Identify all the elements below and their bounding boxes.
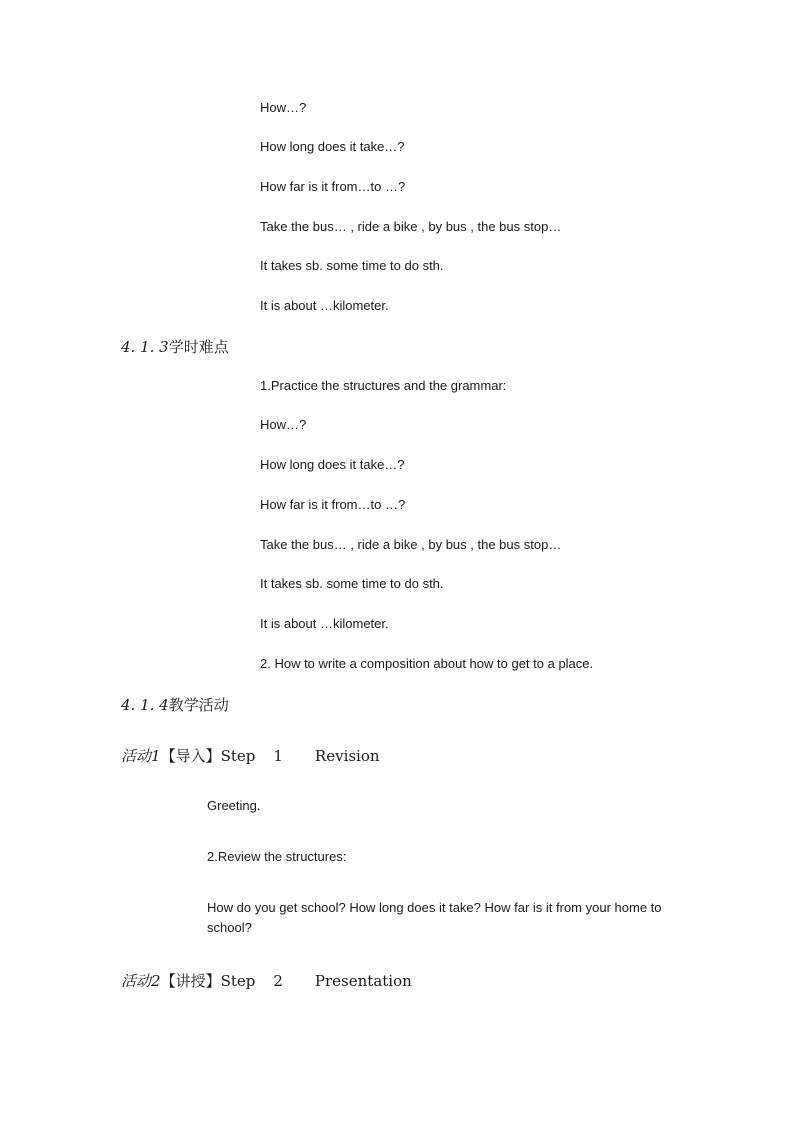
section-number: 4. 1. 3 — [121, 338, 169, 356]
text-line: 1.Practice the structures and the grammar: — [260, 378, 507, 393]
section-title: 教学活动 — [168, 696, 229, 714]
text-line: How long does it take…? — [260, 457, 405, 472]
text-line: It takes sb. some time to do sth. — [260, 258, 444, 273]
activity-name: Presentation — [314, 972, 412, 990]
section-heading-4-1-3 — [121, 336, 229, 358]
text-line: Take the bus… , ride a bike , by bus , the bus stop… — [260, 537, 562, 552]
text-line: It is about …kilometer. — [260, 616, 389, 631]
text-line: How far is it from…to …? — [260, 179, 406, 194]
text-line: 2.Review the structures: — [207, 849, 347, 864]
activity-heading-2 — [121, 970, 412, 992]
activity-number: 2 — [151, 972, 161, 990]
text-line: It takes sb. some time to do sth. — [260, 576, 444, 591]
activity-step-number: 1 — [273, 747, 283, 765]
text-line: Greeting. — [207, 798, 261, 813]
section-number: 4. 1. 4 — [121, 696, 169, 714]
activity-heading-1 — [121, 745, 380, 767]
activity-step: Step — [220, 747, 256, 765]
text-line: 2. How to write a composition about how to get to a place. — [260, 656, 594, 671]
activity-tag: 【讲授】 — [160, 972, 221, 990]
text-paragraph: How do you get school? How long does it take? How far is it from your home to school? — [207, 900, 662, 935]
text-line: How long does it take…? — [260, 139, 405, 154]
text-line: How far is it from…to …? — [260, 497, 406, 512]
activity-tag: 【导入】 — [160, 747, 221, 765]
text-line: How…? — [260, 417, 307, 432]
activity-name: Revision — [314, 747, 380, 765]
section-heading-4-1-4 — [121, 694, 229, 716]
activity-prefix: 活动 — [121, 972, 152, 990]
text-line: How…? — [260, 100, 307, 115]
activity-prefix: 活动 — [121, 747, 152, 765]
activity-number: 1 — [151, 747, 161, 765]
text-line: Take the bus… , ride a bike , by bus , the bus stop… — [260, 219, 562, 234]
activity-step: Step — [220, 972, 256, 990]
activity-step-number: 2 — [273, 972, 283, 990]
section-title: 学时难点 — [168, 338, 229, 356]
text-line: It is about …kilometer. — [260, 298, 389, 313]
